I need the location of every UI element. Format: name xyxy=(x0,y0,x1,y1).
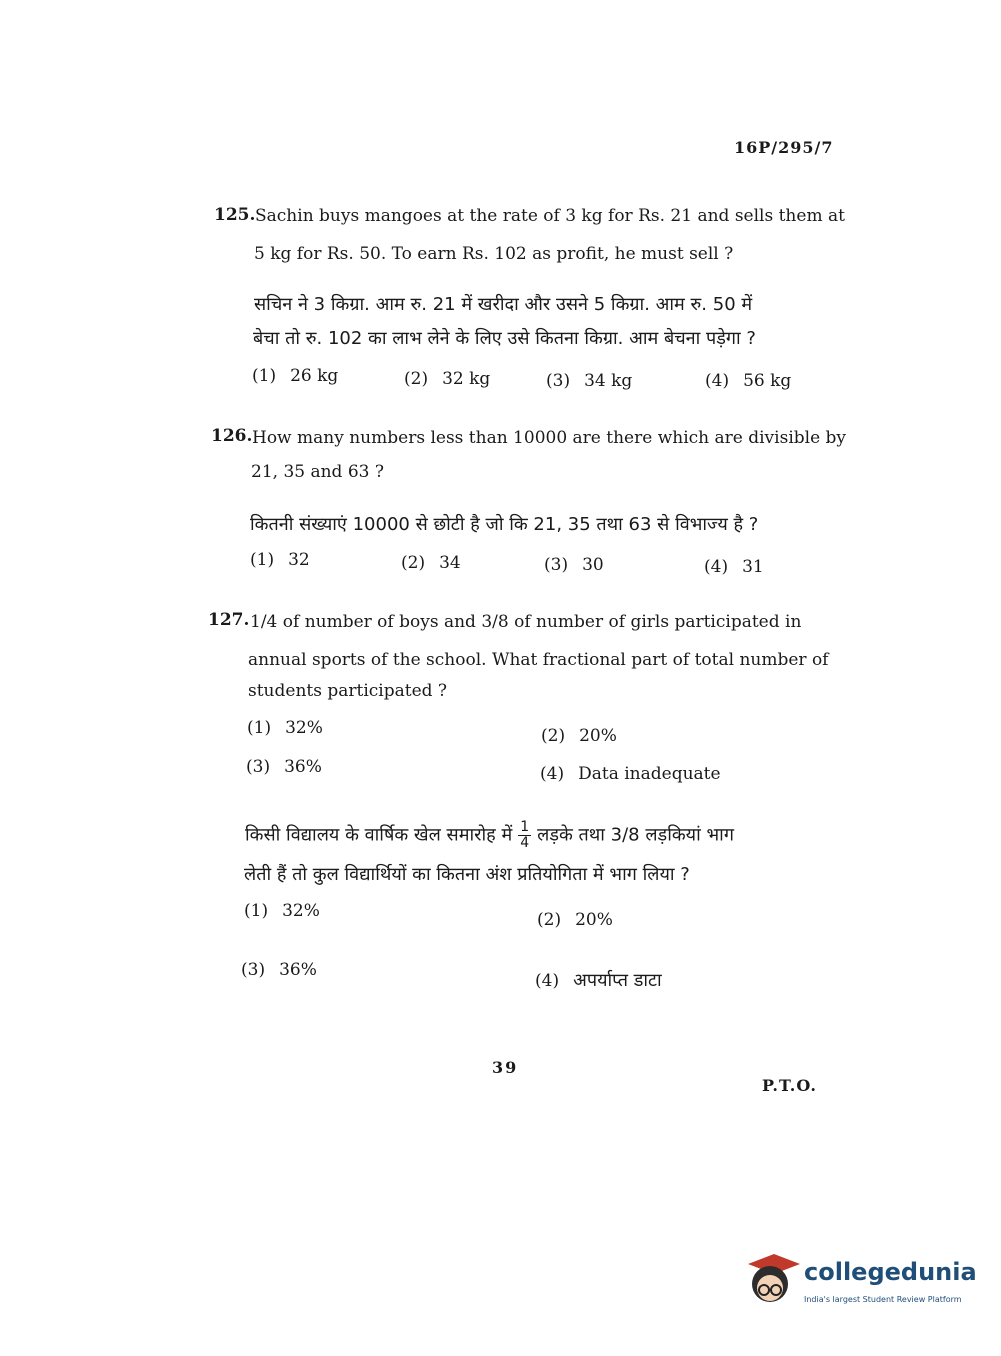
question-text-en: annual sports of the school. What fractional part of total number of xyxy=(248,650,829,670)
option-label: (3) xyxy=(241,960,266,980)
question-text-en: 5 kg for Rs. 50. To earn Rs. 102 as profit, he must sell ? xyxy=(254,244,734,264)
question-number: 127. xyxy=(208,610,250,630)
option-text: 36% xyxy=(279,960,317,980)
option-text: 26 kg xyxy=(290,366,339,386)
question-number: 125. xyxy=(214,205,256,225)
fraction-denominator: 4 xyxy=(520,835,530,851)
option-4 xyxy=(535,968,662,992)
fraction xyxy=(518,820,531,851)
option-2 xyxy=(401,553,461,573)
option-text: 31 xyxy=(742,557,764,577)
option-label: (2) xyxy=(541,726,566,746)
question-text-en: students participated ? xyxy=(248,681,448,701)
pto-label: P.T.O. xyxy=(762,1076,817,1095)
option-3 xyxy=(246,757,322,777)
option-text: 34 kg xyxy=(584,371,633,391)
question-text-hi: लेती हैं तो कुल विद्यार्थियों का कितना अंश प्रतियोगिता में भाग लिया ? xyxy=(244,864,690,885)
option-4 xyxy=(705,371,791,391)
option-text: 32% xyxy=(282,901,320,921)
option-4 xyxy=(704,557,764,577)
option-label: (4) xyxy=(705,371,730,391)
logo-tagline: India's largest Student Review Platform xyxy=(804,1295,962,1304)
question-text-hi: कितनी संख्याएं 10000 से छोटी है जो कि 21, 35 तथा 63 से विभाज्य है ? xyxy=(250,514,759,535)
option-label: (2) xyxy=(401,553,426,573)
option-label: (1) xyxy=(252,366,277,386)
option-label: (2) xyxy=(404,369,429,389)
option-text: 20% xyxy=(579,726,617,746)
paper-code: 16P/295/7 xyxy=(734,138,834,157)
logo-wordmark: collegedunia xyxy=(804,1258,977,1286)
option-4 xyxy=(540,764,721,784)
option-label: (1) xyxy=(250,550,275,570)
option-2 xyxy=(541,726,617,746)
question-text-hi: बेचा तो रु. 102 का लाभ लेने के लिए उसे कितना किग्रा. आम बेचना पड़ेगा ? xyxy=(253,328,756,349)
option-text: 56 kg xyxy=(743,371,792,391)
option-1 xyxy=(247,718,323,738)
option-label: (4) xyxy=(540,764,565,784)
option-label: (2) xyxy=(537,910,562,930)
hindi-text: लड़के तथा 3/8 लड़कियां भाग xyxy=(537,824,734,846)
option-label: (4) xyxy=(535,971,560,991)
option-1 xyxy=(252,366,338,386)
question-text-hi: सचिन ने 3 किग्रा. आम रु. 21 में खरीदा और उसने 5 किग्रा. आम रु. 50 में xyxy=(254,294,753,315)
question-text-hi xyxy=(245,820,734,851)
option-2 xyxy=(404,369,490,389)
option-label: (4) xyxy=(704,557,729,577)
question-text-en: How many numbers less than 10000 are there which are divisible by xyxy=(252,428,847,448)
question-number: 126. xyxy=(211,426,253,446)
question-text-en: Sachin buys mangoes at the rate of 3 kg for Rs. 21 and sells them at xyxy=(255,206,845,226)
option-3 xyxy=(544,555,604,575)
option-text: Data inadequate xyxy=(578,764,721,784)
option-label: (3) xyxy=(246,757,271,777)
option-text: 32 kg xyxy=(442,369,491,389)
option-1 xyxy=(244,901,320,921)
page-number: 39 xyxy=(492,1058,519,1077)
collegedunia-logo xyxy=(742,1250,977,1320)
option-3 xyxy=(241,960,317,980)
fraction-numerator: 1 xyxy=(520,819,530,835)
hindi-text: किसी विद्यालय के वार्षिक खेल समारोह में xyxy=(245,824,513,846)
option-1 xyxy=(250,550,310,570)
option-label: (3) xyxy=(544,555,569,575)
option-text: 32 xyxy=(288,550,310,570)
option-text: 20% xyxy=(575,910,613,930)
option-text: 34 xyxy=(439,553,461,573)
logo-mascot-icon xyxy=(742,1250,800,1310)
option-text: 30 xyxy=(582,555,604,575)
question-text-en: 1/4 of number of boys and 3/8 of number of girls participated in xyxy=(250,612,802,632)
option-label: (1) xyxy=(244,901,269,921)
question-text-en: 21, 35 and 63 ? xyxy=(251,462,384,482)
option-text: 32% xyxy=(285,718,323,738)
option-3 xyxy=(546,371,632,391)
option-label: (1) xyxy=(247,718,272,738)
option-2 xyxy=(537,910,613,930)
option-label: (3) xyxy=(546,371,571,391)
option-text: 36% xyxy=(284,757,322,777)
option-text: अपर्याप्त डाटा xyxy=(573,970,662,991)
